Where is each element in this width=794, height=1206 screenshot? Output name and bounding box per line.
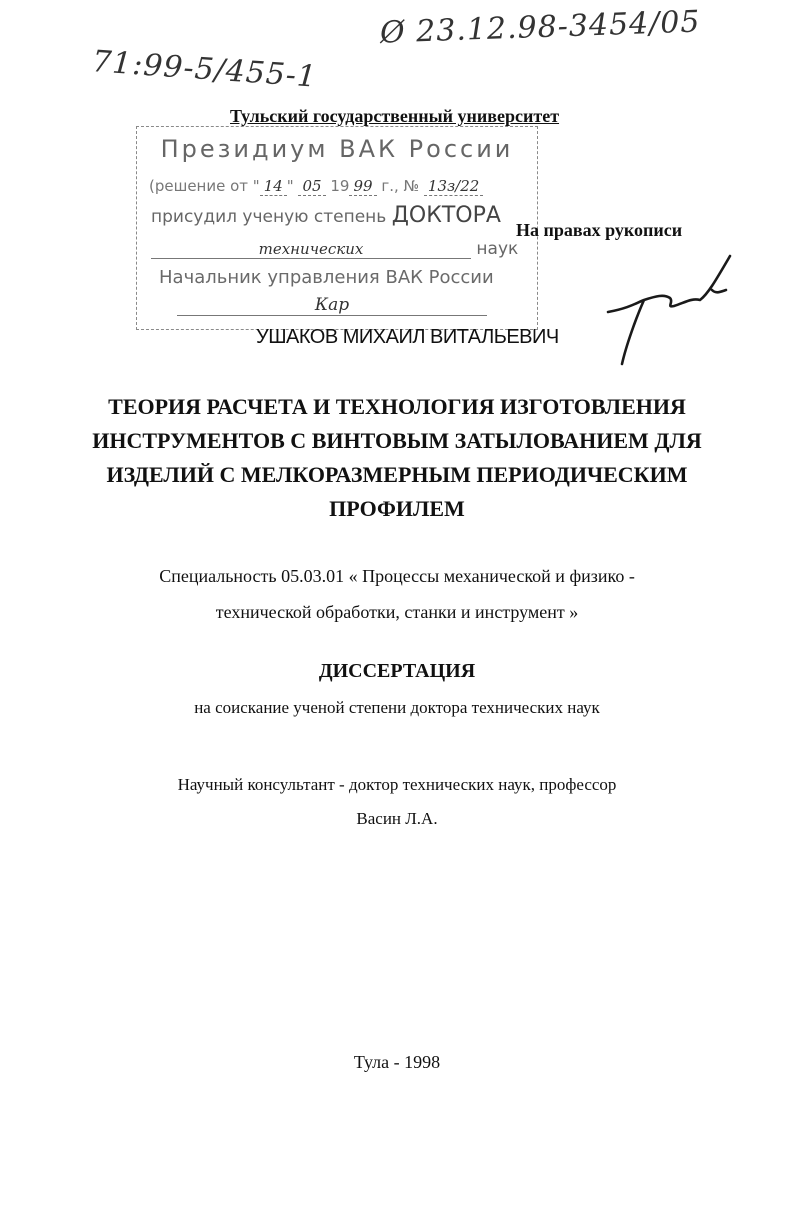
vak-stamp	[136, 126, 538, 330]
scientific-consultant	[0, 768, 794, 836]
title-line: ИЗДЕЛИЙ С МЕЛКОРАЗМЕРНЫМ ПЕРИОДИЧЕСКИМ	[106, 462, 688, 487]
university-name: Тульский государственный университет	[230, 106, 560, 126]
stamp-decision-prefix: (решение от "	[149, 177, 260, 195]
stamp-science-fill: технических	[151, 240, 471, 259]
stamp-awarded-line	[151, 203, 551, 228]
stamp-title: Президиум ВАК России	[160, 135, 514, 163]
stamp-head-signature: Кар	[177, 295, 487, 316]
consultant-name: Васин Л.А.	[356, 809, 438, 828]
stamp-decision-year-suffix: г., №	[381, 177, 420, 195]
stamp-science-word: наук	[476, 239, 519, 259]
title-line: ПРОФИЛЕМ	[329, 496, 465, 521]
stamp-decision-year: 99	[349, 177, 376, 196]
title-line: ТЕОРИЯ РАСЧЕТА И ТЕХНОЛОГИЯ ИЗГОТОВЛЕНИЯ	[108, 394, 686, 419]
city-year: Тула - 1998	[353, 1052, 441, 1072]
stamp-decision-number: 13з/22	[424, 177, 483, 196]
title-line: ИНСТРУМЕНТОВ С ВИНТОВЫМ ЗАТЫЛОВАНИЕМ ДЛЯ	[92, 428, 702, 453]
stamp-decision-line	[149, 177, 549, 195]
specialty-line: Специальность 05.03.01 « Процессы механической и физико -	[159, 566, 635, 586]
document-type: ДИССЕРТАЦИЯ	[318, 660, 476, 682]
stamp-decision-day: 14	[260, 177, 287, 196]
handwritten-registration-number: Ø 23.12.98-3454/05	[379, 4, 702, 51]
stamp-head-title: Начальник управления ВАК России	[159, 267, 494, 288]
author-signature-image	[600, 250, 740, 370]
manuscript-rights-note: На правах рукописи	[516, 220, 683, 240]
author-name: УШАКОВ МИХАИЛ ВИТАЛЬЕВИЧ	[256, 326, 559, 348]
stamp-decision-month: 05	[298, 177, 325, 196]
consultant-title: Научный консультант - доктор технических наук, профессор	[177, 775, 617, 794]
degree-statement: на соискание ученой степени доктора технических наук	[194, 698, 600, 717]
specialty-line: технической обработки, станки и инструмент »	[215, 602, 579, 622]
dissertation-title	[0, 390, 794, 526]
specialty	[0, 558, 794, 630]
stamp-decision-year-prefix: 19	[330, 177, 350, 195]
handwritten-archive-number: 71:99-5/455-1	[91, 44, 319, 95]
stamp-science-line	[151, 239, 551, 259]
stamp-awarded-text: присудил ученую степень	[151, 207, 387, 227]
stamp-decision-mid: "	[286, 177, 294, 195]
stamp-degree-word: ДОКТОРА	[391, 203, 501, 228]
